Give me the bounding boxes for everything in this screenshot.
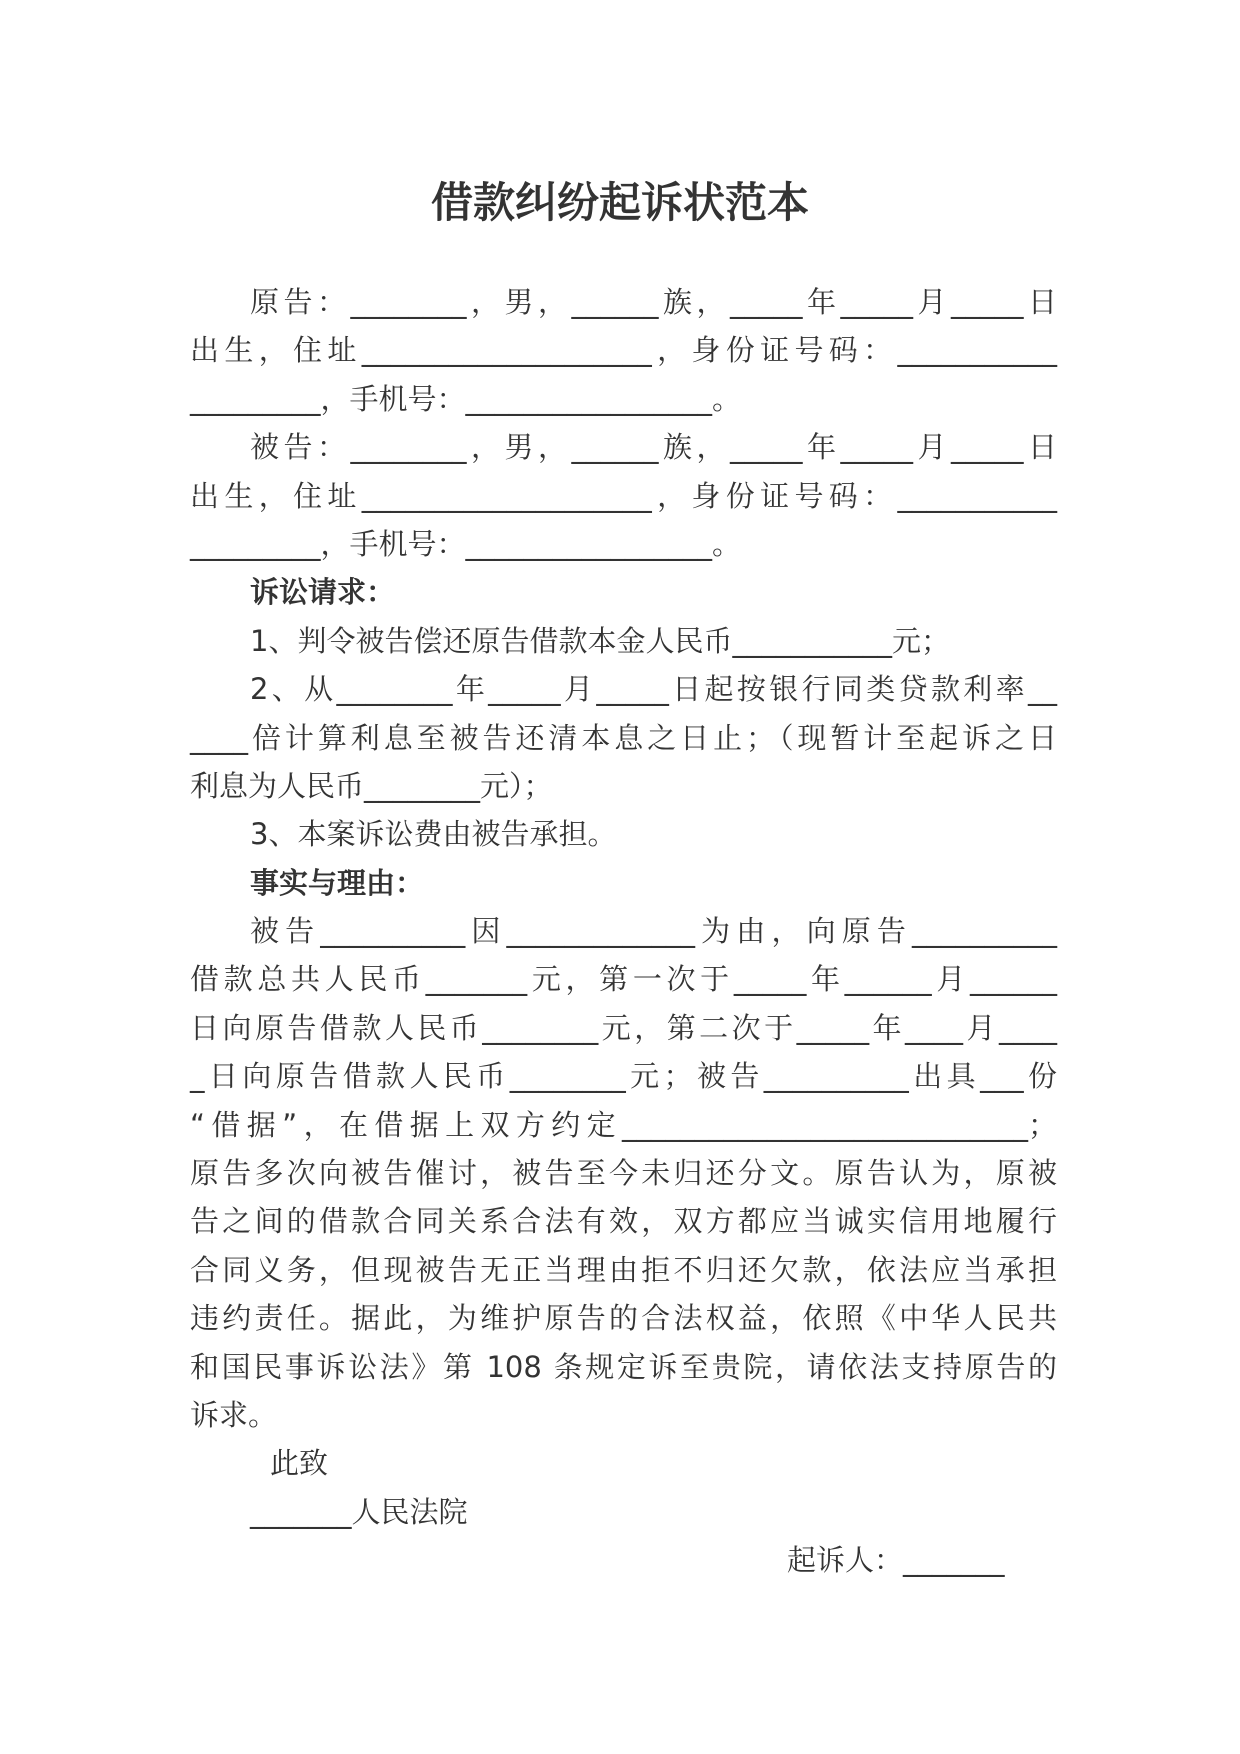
text-line: 被告__________因_____________为由，向原告__________	[250, 914, 1057, 949]
text-line: 事实与理由：	[250, 865, 425, 900]
text-line: 出生，住址____________________，身份证号码：___________	[190, 478, 1057, 513]
text-line: 3、本案诉讼费由被告承担。	[250, 817, 617, 852]
text-line: 利息为人民币________元）；	[190, 768, 553, 803]
text-line: _日向原告借款人民币________元；被告__________出具___份	[190, 1059, 1057, 1094]
text-line: 原告：________，男，______族，_____年_____月_____日	[250, 285, 1057, 319]
text-line: 告之间的借款合同关系合法有效，双方都应当诚实信用地履行	[190, 1204, 1057, 1239]
text-line: “借据”，在借据上双方约定____________________________；	[190, 1107, 1057, 1142]
text-line: 被告：________，男，______族，_____年_____月_____日	[250, 430, 1057, 465]
text-line: 起诉人：_______	[787, 1543, 1005, 1578]
text-line: 原告多次向被告催讨，被告至今未归还分文。原告认为，原被	[190, 1156, 1057, 1191]
text-line: ____倍计算利息至被告还清本息之日止；（现暂计至起诉之日	[190, 720, 1057, 755]
text-line: 2、从________年_____月_____日起按银行同类贷款利率__	[250, 672, 1057, 707]
document-title: 借款纠纷起诉状范本	[430, 178, 809, 227]
text-line: 出生，住址____________________，身份证号码：___________	[190, 333, 1057, 368]
text-line: 1、判令被告偿还原告借款本金人民币___________元；	[250, 623, 950, 658]
text-line: _______人民法院	[250, 1494, 468, 1529]
text-line: 借款总共人民币_______元，第一次于_____年______月______	[190, 962, 1057, 997]
text-line: 诉求。	[190, 1397, 278, 1432]
text-line: _________，手机号：_________________。	[190, 526, 742, 561]
text-line: 违约责任。据此，为维护原告的合法权益，依照《中华人民共	[190, 1301, 1057, 1336]
text-line: 诉讼请求：	[250, 575, 396, 610]
text-line: _________，手机号：_________________。	[190, 381, 742, 416]
text-line: 此致	[270, 1446, 329, 1481]
document-body	[190, 278, 1057, 1585]
text-line: 合同义务，但现被告无正当理由拒不归还欠款，依法应当承担	[190, 1252, 1057, 1287]
text-line: 日向原告借款人民币________元，第二次于_____年____月____	[190, 1010, 1057, 1045]
text-line: 和国民事诉讼法》第 108 条规定诉至贵院，请依法支持原告的	[190, 1349, 1057, 1384]
